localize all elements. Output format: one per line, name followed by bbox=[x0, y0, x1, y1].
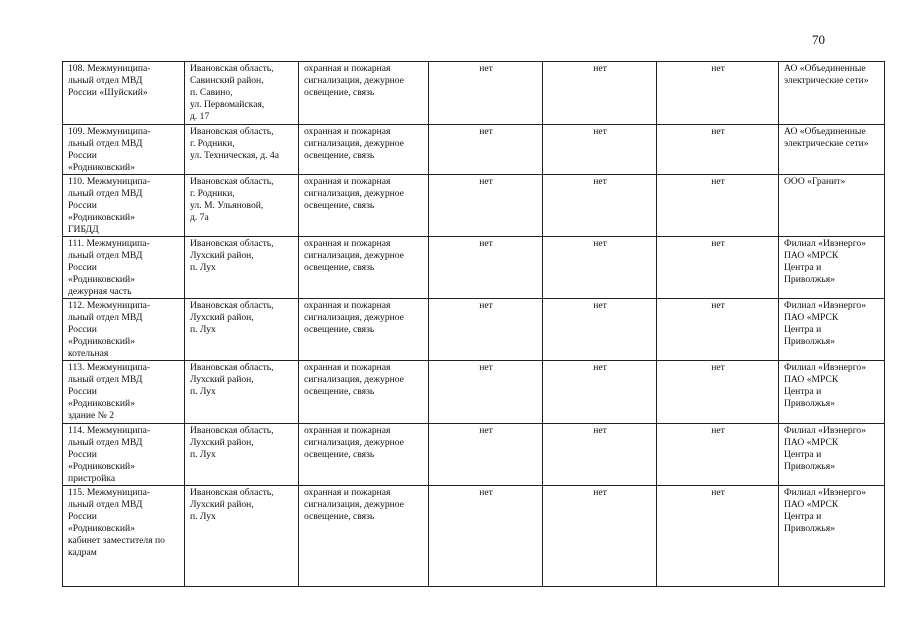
provider-cell: Филиал «Ивэнерго» ПАО «МРСК Центра и Приволжья» bbox=[779, 299, 885, 361]
systems-cell: охранная и пожарная сигнализация, дежурное освещение, связь bbox=[299, 361, 429, 424]
value-cell: нет bbox=[429, 237, 543, 299]
org-cell: 110. Межмуниципа- льный отдел МВД России «Родниковский» ГИБДД bbox=[63, 175, 185, 237]
address-cell: Ивановская область, г. Родники, ул. М. Ульяновой, д. 7а bbox=[185, 175, 299, 237]
value-cell: нет bbox=[429, 62, 543, 125]
provider-cell: Филиал «Ивэнерго» ПАО «МРСК Центра и Приволжья» bbox=[779, 237, 885, 299]
value-cell: нет bbox=[429, 299, 543, 361]
value-cell: нет bbox=[429, 361, 543, 424]
value-cell: нет bbox=[543, 361, 657, 424]
provider-cell: Филиал «Ивэнерго» ПАО «МРСК Центра и Приволжья» bbox=[779, 361, 885, 424]
address-cell: Ивановская область, Лухский район, п. Лух bbox=[185, 361, 299, 424]
systems-cell: охранная и пожарная сигнализация, дежурное освещение, связь bbox=[299, 62, 429, 125]
table-row bbox=[63, 361, 885, 424]
table-row bbox=[63, 62, 885, 125]
value-cell: нет bbox=[657, 424, 779, 486]
systems-cell: охранная и пожарная сигнализация, дежурное освещение, связь bbox=[299, 237, 429, 299]
table-row bbox=[63, 486, 885, 587]
provider-cell: Филиал «Ивэнерго» ПАО «МРСК Центра и Приволжья» bbox=[779, 424, 885, 486]
org-cell: 112. Межмуниципа- льный отдел МВД России «Родниковский» котельная bbox=[63, 299, 185, 361]
address-cell: Ивановская область, Лухский район, п. Лух bbox=[185, 424, 299, 486]
systems-cell: охранная и пожарная сигнализация, дежурное освещение, связь bbox=[299, 125, 429, 175]
systems-cell: охранная и пожарная сигнализация, дежурное освещение, связь bbox=[299, 424, 429, 486]
systems-cell: охранная и пожарная сигнализация, дежурное освещение, связь bbox=[299, 299, 429, 361]
value-cell: нет bbox=[429, 125, 543, 175]
value-cell: нет bbox=[429, 175, 543, 237]
value-cell: нет bbox=[543, 237, 657, 299]
value-cell: нет bbox=[657, 486, 779, 587]
value-cell: нет bbox=[543, 424, 657, 486]
value-cell: нет bbox=[543, 299, 657, 361]
page-number: 70 bbox=[812, 32, 825, 47]
systems-cell: охранная и пожарная сигнализация, дежурное освещение, связь bbox=[299, 486, 429, 587]
value-cell: нет bbox=[543, 486, 657, 587]
table-row bbox=[63, 299, 885, 361]
table-row bbox=[63, 125, 885, 175]
org-cell: 113. Межмуниципа- льный отдел МВД России «Родниковский» здание № 2 bbox=[63, 361, 185, 424]
provider-cell: ООО «Гранит» bbox=[779, 175, 885, 237]
value-cell: нет bbox=[657, 237, 779, 299]
value-cell: нет bbox=[543, 62, 657, 125]
table-row bbox=[63, 237, 885, 299]
value-cell: нет bbox=[657, 175, 779, 237]
value-cell: нет bbox=[543, 125, 657, 175]
value-cell: нет bbox=[657, 125, 779, 175]
value-cell: нет bbox=[429, 424, 543, 486]
table-row bbox=[63, 175, 885, 237]
address-cell: Ивановская область, г. Родники, ул. Техническая, д. 4а bbox=[185, 125, 299, 175]
value-cell: нет bbox=[429, 486, 543, 587]
org-cell: 108. Межмуниципа- льный отдел МВД России «Шуйский» bbox=[63, 62, 185, 125]
provider-cell: Филиал «Ивэнерго» ПАО «МРСК Центра и Приволжья» bbox=[779, 486, 885, 587]
value-cell: нет bbox=[657, 299, 779, 361]
org-cell: 111. Межмуниципа- льный отдел МВД России «Родниковский» дежурная часть bbox=[63, 237, 185, 299]
value-cell: нет bbox=[657, 62, 779, 125]
value-cell: нет bbox=[543, 175, 657, 237]
address-cell: Ивановская область, Лухский район, п. Лух bbox=[185, 299, 299, 361]
org-cell: 115. Межмуниципа- льный отдел МВД России «Родниковский» кабинет заместителя по кадрам bbox=[63, 486, 185, 587]
org-cell: 114. Межмуниципа- льный отдел МВД России «Родниковский» пристройка bbox=[63, 424, 185, 486]
org-cell: 109. Межмуниципа- льный отдел МВД России «Родниковский» bbox=[63, 125, 185, 175]
address-cell: Ивановская область, Савинский район, п. Савино, ул. Первомайская, д. 17 bbox=[185, 62, 299, 125]
provider-cell: АО «Объединенные электрические сети» bbox=[779, 62, 885, 125]
systems-cell: охранная и пожарная сигнализация, дежурное освещение, связь bbox=[299, 175, 429, 237]
address-cell: Ивановская область, Лухский район, п. Лух bbox=[185, 486, 299, 587]
table-row bbox=[63, 424, 885, 486]
facilities-table bbox=[62, 61, 885, 587]
provider-cell: АО «Объединенные электрические сети» bbox=[779, 125, 885, 175]
address-cell: Ивановская область, Лухский район, п. Лух bbox=[185, 237, 299, 299]
value-cell: нет bbox=[657, 361, 779, 424]
